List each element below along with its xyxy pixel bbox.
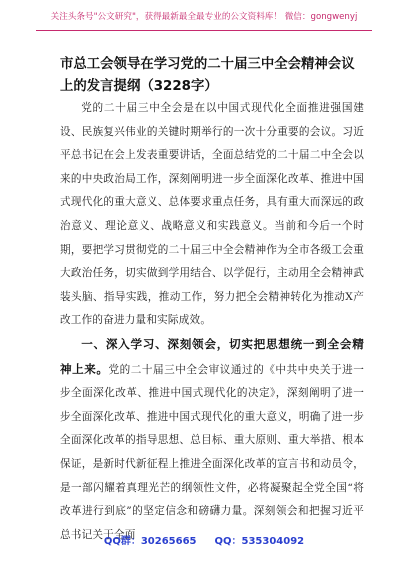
footer-contact: [0, 532, 408, 547]
document-title: 市总工会领导在学习党的二十届三中全会精神会议上的发言提纲（3228字）: [60, 57, 355, 94]
intro-paragraph: 党的二十届三中全会是在以中国式现代化全面推进强国建设、民族复兴伟业的关键时期举行的一次十分重要的会议。习近平总书记在会上发表重要讲话，全面总结党的二十届二中全会以来的中央政治局工作，深刻阐明进一步全面深化改革、推进中国式现代化的重大意义、总体要求重点任务，具有重大而深远的政治意义、理论意义、战略意义和实践意义。当前和今后一个时期，要把学习贯彻党的二十届三中全会精神作为全市各级工会重大政治任务，切实做到学用结合、以学促行，主动用全会精神武装头脑、指导实践，推动工作，努力把全会精神转化为推动X产改工作的奋进力量和实际成效。: [60, 102, 364, 327]
footer-qq: QQ：535304092: [214, 536, 305, 547]
document-body: [60, 97, 364, 547]
footer-qq-group: QQ群：30265665: [103, 536, 197, 547]
header-divider: [36, 30, 372, 31]
section-1-heading: 一、深入学习、深刻领会，切实把思想统一到全会精神上来。: [60, 336, 364, 376]
section-1-paragraph: [60, 333, 364, 547]
section-1-text: 党的二十届三中全会审议通过的《中共中央关于进一步全面深化改革、推进中国式现代化的决定》，深刻阐明了进一步全面深化改革、推进中国式现代化的重大意义，明确了进一步全面深化改革的指导思想、总目标、重大原则、重大举措、根本保证，是新时代新征程上推进全面深化改革的宣言书和动员令，是一部闪耀着真理光芒的纲领性文件，必将凝聚起全党全国“将改革进行到底”的坚定信念和磅礴力量。深刻领会和把握习近平总书记关于全面: [60, 363, 364, 541]
header-banner: 关注头条号"公文研究"，获得最新最全最专业的公文资料库！ 微信：gongwenyj: [50, 12, 358, 22]
